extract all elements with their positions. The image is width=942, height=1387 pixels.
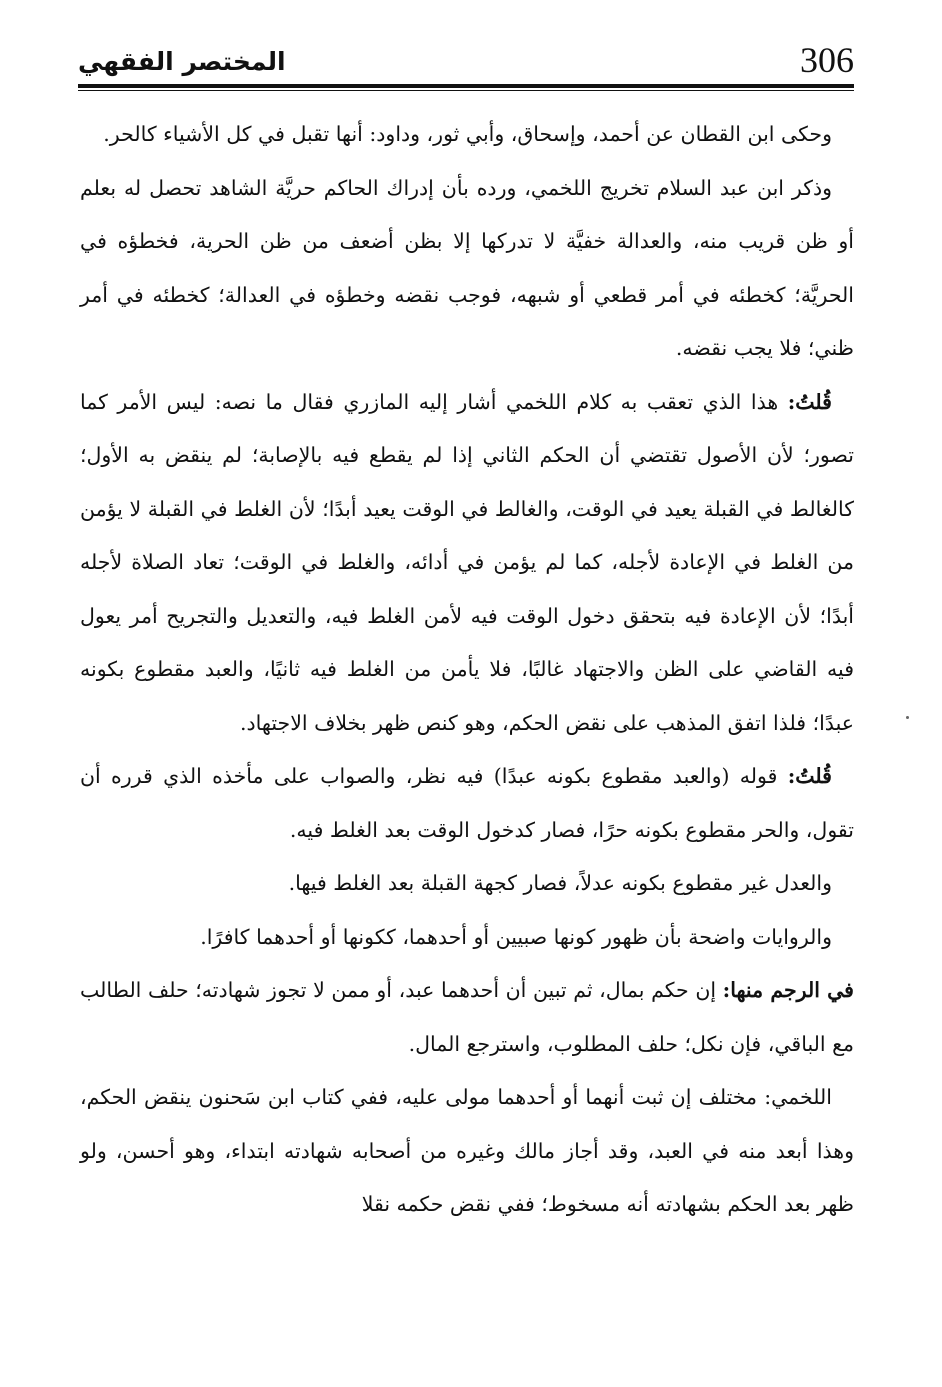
paragraph-text: وذكر ابن عبد السلام تخريج اللخمي، ورده بأن إدراك الحاكم حريَّة الشاهد تحصل له بعلم أو ظن قريب منه، والعدالة خفيَّة لا تدركها إلا بظن أضعف من ظن الحرية، فخطؤه في الحريَّة؛ كخطئه في أمر قطعي أو شبهه، فوجب نقضه وخطؤه في العدالة؛ كخطئه في أمر ظني؛ فلا يجب نقضه. bbox=[80, 175, 854, 360]
paragraph bbox=[80, 1071, 854, 1232]
paragraph bbox=[80, 108, 854, 162]
paragraph bbox=[80, 376, 854, 751]
paragraph-text: اللخمي: مختلف إن ثبت أنهما أو أحدهما مولى عليه، ففي كتاب ابن سَحنون ينقض الحكم، وهذا أبعد منه في العبد، وقد أجاز مالك وغيره من أصحابه شهادته ابتداء، وهو أحسن، ولو ظهر بعد الحكم بشهادته أنه مسخوط؛ ففي نقض حكمه نقلا bbox=[80, 1085, 854, 1216]
paragraph-text: هذا الذي تعقب به كلام اللخمي أشار إليه المازري فقال ما نصه: ليس الأمر كما تصور؛ لأن الأصول تقتضي أن الحكم الثاني إذا لم يقطع فيه بالإصابة؛ لم ينقض به الأول؛ كالغالط في القبلة يعيد في الوقت، والغالط في الوقت يعيد أبدًا؛ لأن الغلط في القبلة لا يؤمن من الغلط في الإعادة لأجله، كما لم يؤمن في أدائه، والغلط في الوقت؛ تعاد الصلاة لأجله أبدًا؛ لأن الإعادة فيه بتحقق دخول الوقت فيه لأمن الغلط فيه، والتعديل والتجريح أمر يعول فيه القاضي على الظن والاجتهاد غالبًا، فلا يأمن من الغلط فيه ثانيًا، والعبد مقطوع بكونه عبدًا؛ فلذا اتفق المذهب على نقض الحكم، وهو كنص ظهر بخلاف الاجتهاد. bbox=[80, 389, 854, 735]
header-rule-thin bbox=[78, 90, 854, 91]
paragraph bbox=[80, 964, 854, 1071]
header-rule-thick bbox=[78, 84, 854, 88]
body-text bbox=[80, 108, 854, 1232]
paragraph-text: إن حكم بمال، ثم تبين أن أحدهما عبد، أو ممن لا تجوز شهادته؛ حلف الطالب مع الباقي، فإن نكل؛ حلف المطلوب، واسترجع المال. bbox=[80, 978, 854, 1056]
paragraph-text: قوله (والعبد مقطوع بكونه عبدًا) فيه نظر، والصواب على مأخذه الذي قرره أن تقول، والحر مقطوع بكونه حرًا، فصار كدخول الوقت بعد الغلط فيه. bbox=[80, 764, 854, 842]
paragraph-text: وحكى ابن القطان عن أحمد، وإسحاق، وأبي ثور، وداود: أنها تقبل في كل الأشياء كالحر. bbox=[103, 122, 832, 146]
paragraph bbox=[80, 162, 854, 376]
paragraph-lead: في الرجم منها: bbox=[722, 978, 854, 1002]
page-header bbox=[78, 38, 854, 88]
page-number: 306 bbox=[800, 40, 854, 80]
paragraph-lead: قُلتُ: bbox=[787, 764, 832, 788]
paragraph bbox=[80, 857, 854, 911]
paragraph-text: والروايات واضحة بأن ظهور كونها صبيين أو أحدهما، ككونها أو أحدهما كافرًا. bbox=[200, 924, 832, 949]
paragraph-lead: قُلتُ: bbox=[787, 389, 832, 414]
paragraph bbox=[80, 911, 854, 965]
paragraph-text: والعدل غير مقطوع بكونه عدلاً، فصار كجهة القبلة بعد الغلط فيها. bbox=[288, 871, 832, 895]
paragraph bbox=[80, 750, 854, 857]
running-title: المختصر الفقهي bbox=[78, 47, 286, 76]
scan-speck bbox=[906, 716, 909, 719]
